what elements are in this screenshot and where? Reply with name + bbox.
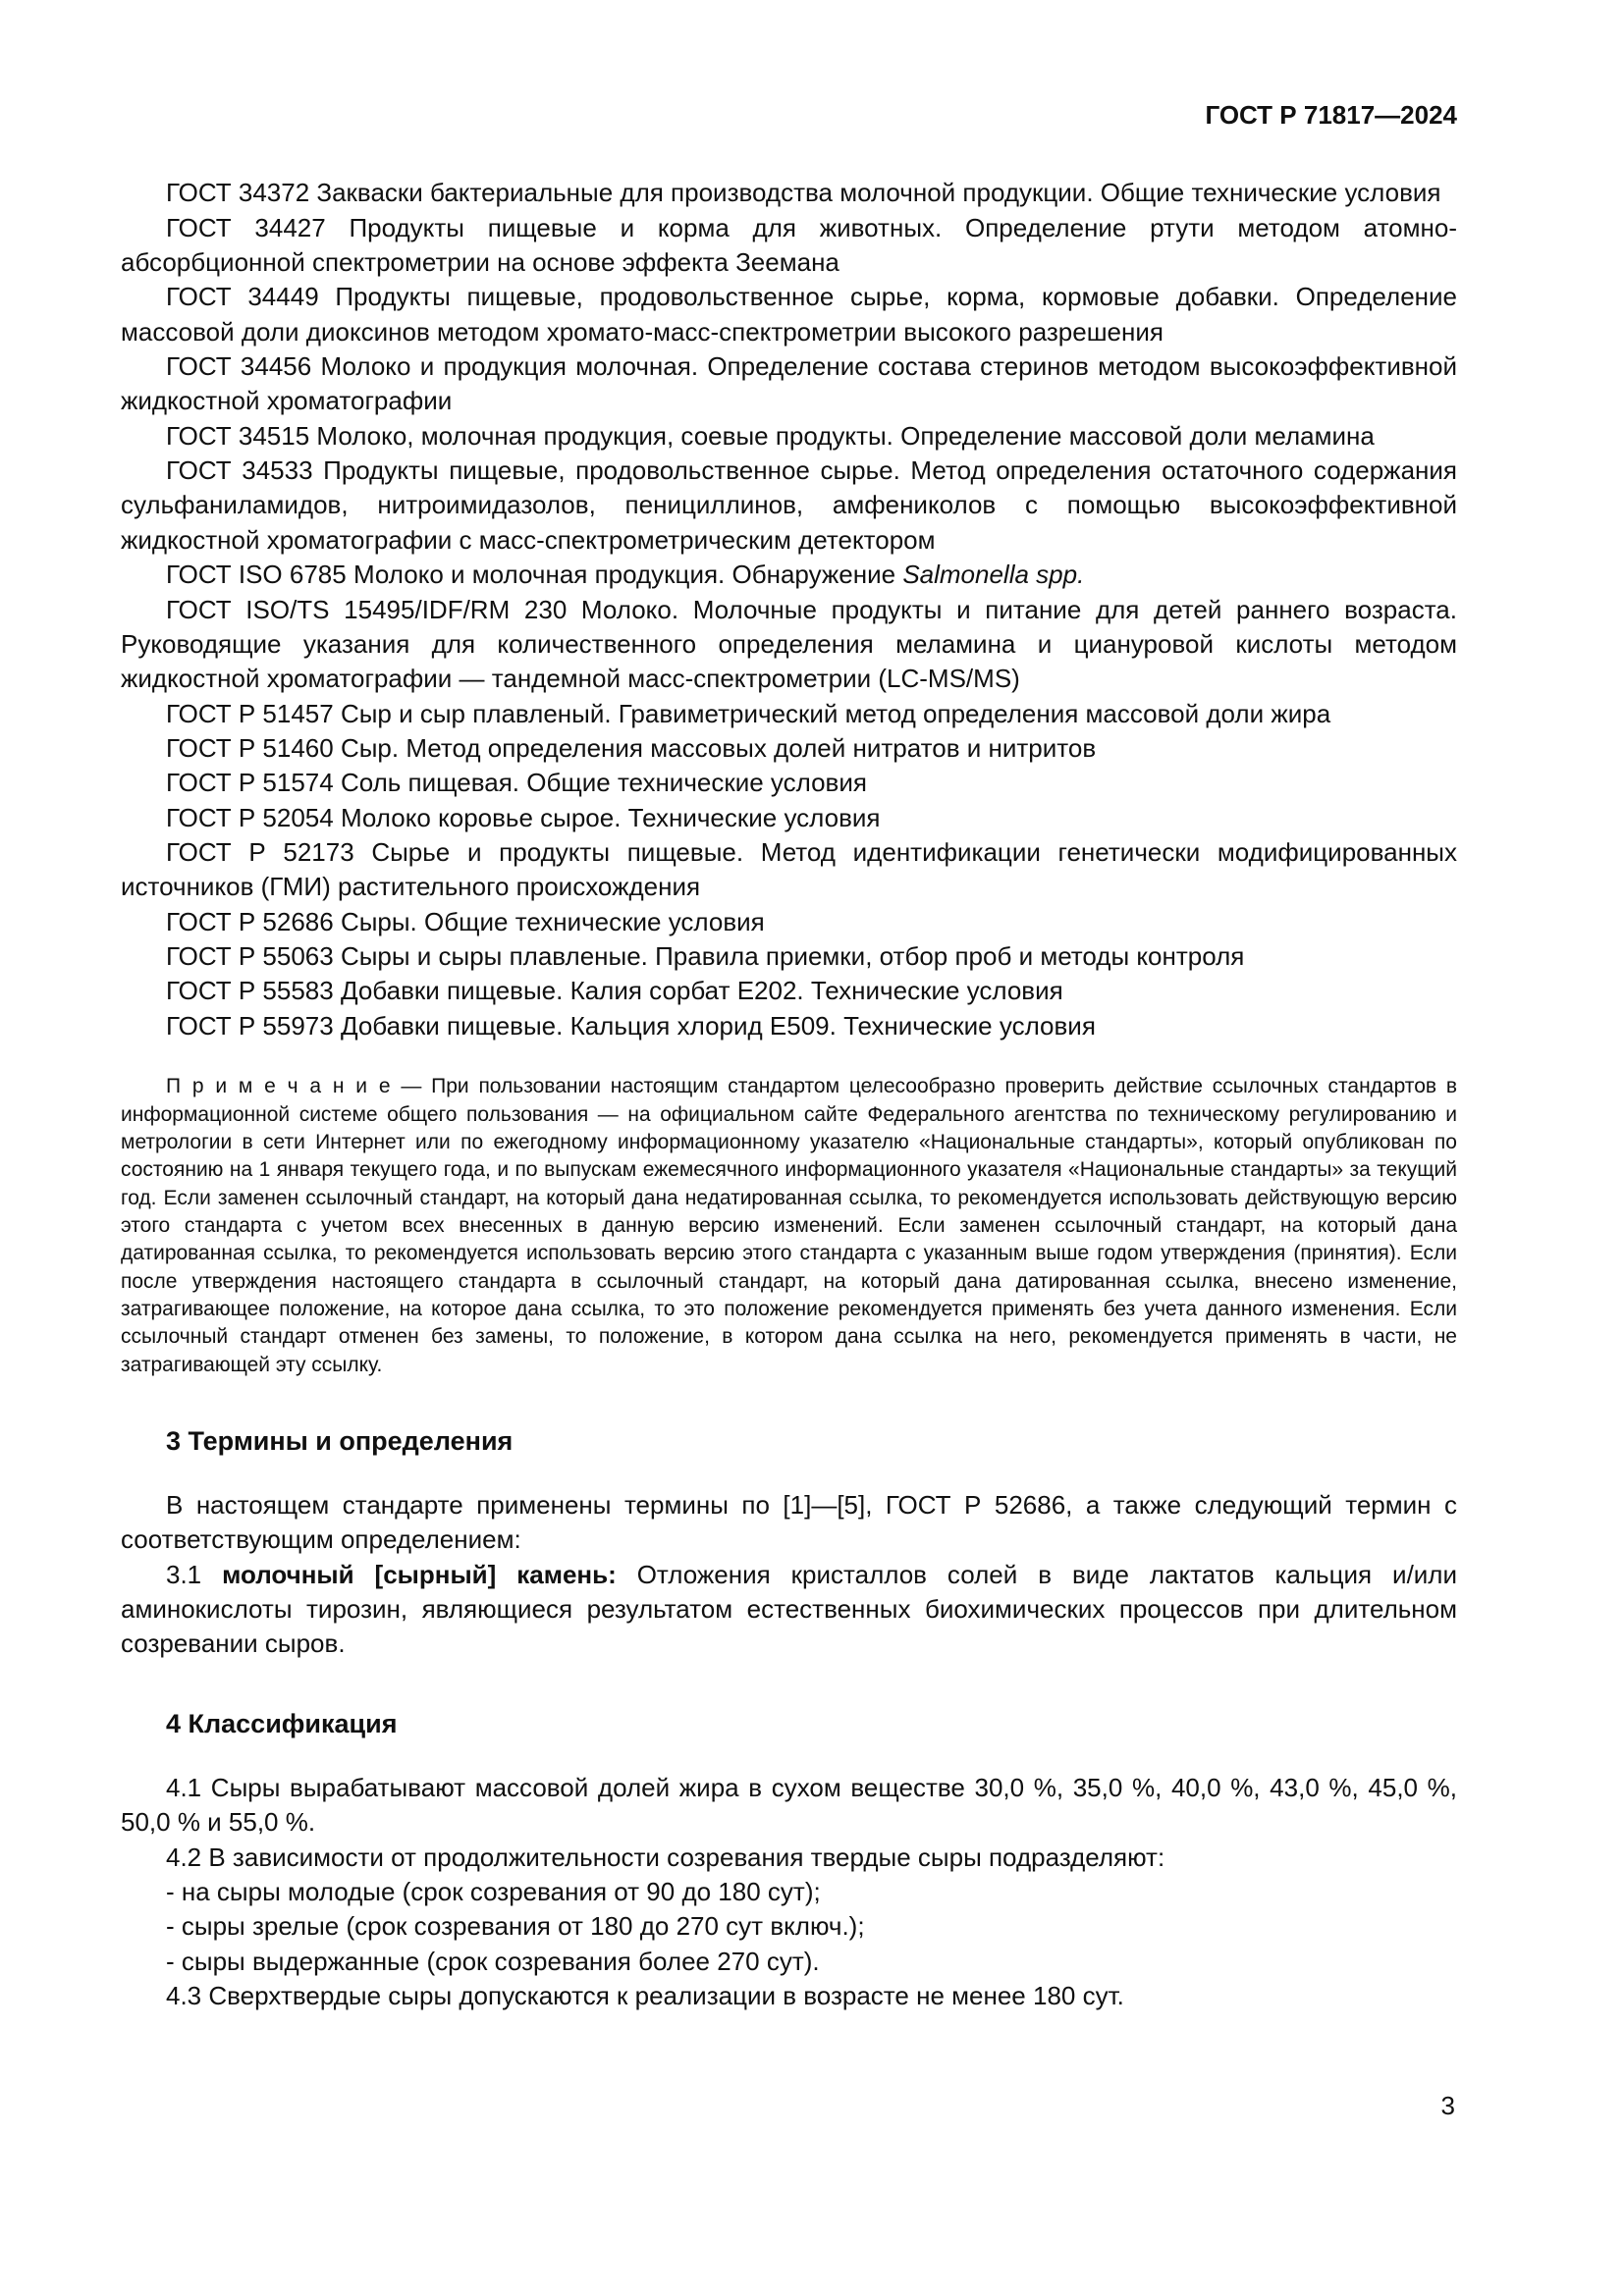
term-definition [121,1558,1457,1662]
reference-item: ГОСТ Р 55583 Добавки пищевые. Калия сорбат Е202. Технические условия [166,976,1063,1006]
clause-4-2-bullet: - на сыры молодые (срок созревания от 90 до 180 сут); [166,1877,821,1907]
reference-item: ГОСТ 34427 Продукты пищевые и корма для животных. Определение ртути методом атомно-абсорбционной спектрометрии на основе эффекта Зеемана [121,212,1457,277]
reference-item: ГОСТ Р 52173 Сырье и продукты пищевые. Метод идентификации генетически модифицированных источников (ГМИ) растительного происхождения [121,837,1457,902]
reference-item: ГОСТ 34449 Продукты пищевые, продовольственное сырье, корма, кормовые добавки. Определение массовой доли диоксинов методом хромато-масс-спектрометрии высокого разрешения [121,282,1457,347]
reference-item: ГОСТ ISO/TS 15495/IDF/RM 230 Молоко. Молочные продукты и питание для детей раннего возраста. Руководящие указания для количественного определения меламина и циануровой кислоты методом жидкостной хроматографии — тандемной масс-спектрометрии (LC-MS/MS) [121,594,1457,694]
term-name-bold: молочный [сырный] камень: [222,1559,617,1589]
page-number: 3 [1440,2091,1455,2120]
clause-4-3: 4.3 Сверхтвердые сыры допускаются к реализации в возрасте не менее 180 сут. [166,1981,1124,2011]
reference-item: ГОСТ Р 51457 Сыр и сыр плавленый. Гравиметрический метод определения массовой доли жира [166,698,1331,728]
reference-item: ГОСТ Р 51460 Сыр. Метод определения массовых долей нитратов и нитритов [166,732,1097,763]
reference-item: ГОСТ Р 52054 Молоко коровье сырое. Технические условия [166,802,881,832]
term-text: Отложения кристаллов солей в виде лактатов кальция и/или аминокислоты тирозин, являющиеся результатом естественных биохимических процессов при длительном созревании сыров. [121,1559,1458,1659]
reference-item: ГОСТ Р 52686 Сыры. Общие технические условия [166,906,765,936]
reference-species-italic: Salmonella spp. [902,560,1085,590]
reference-item: ГОСТ Р 55063 Сыры и сыры плавленые. Правила приемки, отбор проб и методы контроля [166,941,1245,972]
reference-item: ГОСТ Р 51574 Соль пищевая. Общие технические условия [166,768,867,798]
clause-4-1: 4.1 Сыры вырабатывают массовой долей жира в сухом веществе 30,0 %, 35,0 %, 40,0 %, 43,0 %, 45,0 %, 50,0 % и 55,0 %. [121,1772,1457,1838]
reference-item [121,558,1457,592]
clause-4-2-bullet: - сыры зрелые (срок созревания от 180 до 270 сут включ.); [166,1911,865,1942]
reference-item: ГОСТ 34533 Продукты пищевые, продовольственное сырье. Метод определения остаточного содержания сульфаниламидов, нитроимидазолов, пенициллинов, амфениколов с помощью высокоэффективной жидкостной хроматографии с масс-спектрометрическим детектором [121,455,1457,555]
section-3-intro: В настоящем стандарте применены термины по [1]—[5], ГОСТ Р 52686, а также следующий термин с соответствующим определением: [121,1490,1457,1555]
note [121,1073,1457,1379]
note-text: — При пользовании настоящим стандартом целесообразно проверить действие ссылочных стандартов в информационной системе общего пользования — на официальном сайте Федерального агентства по техническому регулированию и метрологии в сети Интернет или по ежегодному информационному указателю «Национальные стандарты», который опубликован по состоянию на 1 января текущего года, и по выпускам ежемесячного информационного указателя «Национальные стандарты» за текущий год. Если заменен ссылочный стандарт, на который дана недатированная ссылка, то рекомендуется использовать действующую версию этого стандарта с учетом всех внесенных в данную версию изменений. Если заменен ссылочный стандарт, на который дана датированная ссылка, то рекомендуется использовать версию этого стандарта с указанным выше годом утверждения (принятия). Если после утверждения настоящего стандарта в ссылочный стандарт, на который дана датированная ссылка, внесено изменение, затрагивающее положение, на которое дана ссылка, то это положение рекомендуется применять без учета данного изменения. Если ссылочный стандарт отменен без замены, то положение, в котором дана ссылка на него, рекомендуется применять в части, не затрагивающей эту ссылку. [121,1075,1457,1376]
note-label: П р и м е ч а н и е [166,1075,392,1098]
section-4-heading: 4 Классификация [166,1708,398,1738]
doc-number-header: ГОСТ Р 71817—2024 [1205,100,1457,130]
section-3-heading: 3 Термины и определения [166,1425,514,1456]
reference-item: ГОСТ Р 55973 Добавки пищевые. Кальция хлорид Е509. Технические условия [166,1010,1096,1041]
reference-item: ГОСТ 34372 Закваски бактериальные для производства молочной продукции. Общие технические условия [166,178,1441,208]
clause-4-2-bullet: - сыры выдержанные (срок созревания более 270 сут). [166,1946,820,1976]
term-number: 3.1 [166,1559,223,1589]
clause-4-2: 4.2 В зависимости от продолжительности созревания твердые сыры подразделяют: [166,1842,1165,1872]
references-list [121,176,1457,1043]
reference-text: ГОСТ ISO 6785 Молоко и молочная продукция. Обнаружение [166,560,903,590]
reference-item: ГОСТ 34515 Молоко, молочная продукция, соевые продукты. Определение массовой доли меламина [166,420,1375,451]
reference-item: ГОСТ 34456 Молоко и продукция молочная. Определение состава стеринов методом высокоэффективной жидкостной хроматографии [121,350,1457,416]
